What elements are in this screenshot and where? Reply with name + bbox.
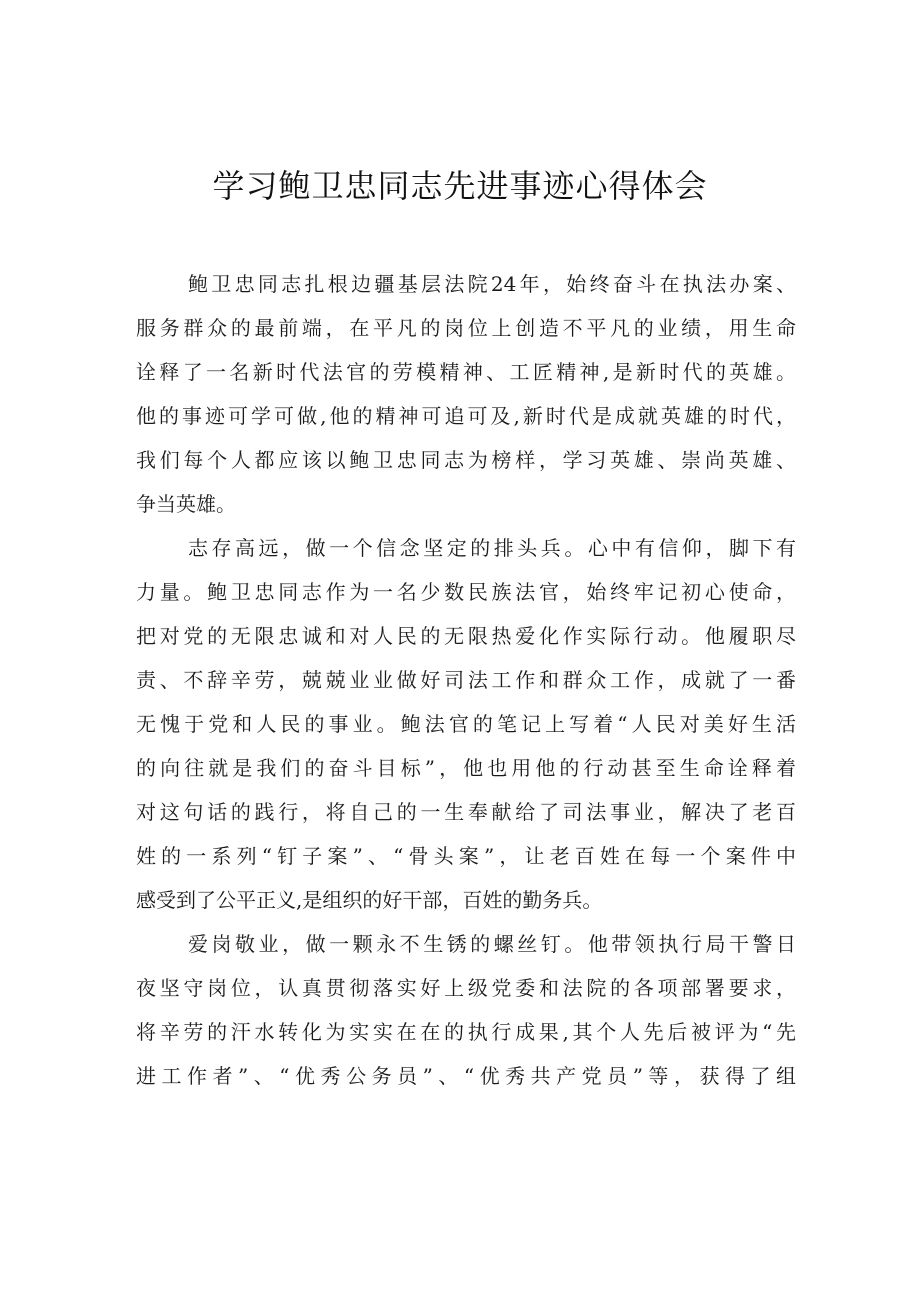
paragraph-line: 夜坚守岗位，认真贯彻落实好上级党委和法院的各项部署要求， bbox=[136, 976, 796, 1000]
paragraph-line: 进工作者”、“优秀公务员”、“优秀共产党员”等，获得了组 bbox=[136, 1064, 796, 1088]
paragraph-line: 对这句话的践行，将自己的一生奉献给了司法事业，解决了老百 bbox=[136, 800, 796, 824]
paragraph-line: 鲍卫忠同志扎根边疆基层法院24年，始终奋斗在执法办案、 bbox=[188, 272, 796, 296]
paragraph-line: 力量。鲍卫忠同志作为一名少数民族法官，始终牢记初心使命， bbox=[136, 580, 796, 604]
paragraph-line: 争当英雄。 bbox=[136, 492, 236, 516]
paragraph bbox=[136, 922, 796, 1098]
paragraph-line: 无愧于党和人民的事业。鲍法官的笔记上写着“人民对美好生活 bbox=[136, 712, 796, 736]
paragraph bbox=[136, 526, 796, 922]
paragraph-line: 我们每个人都应该以鲍卫忠同志为榜样，学习英雄、崇尚英雄、 bbox=[136, 448, 796, 472]
paragraph-line: 诠释了一名新时代法官的劳模精神、工匠精神,是新时代的英雄。 bbox=[136, 360, 796, 384]
paragraph-line: 感受到了公平正义,是组织的好干部，百姓的勤务兵。 bbox=[136, 888, 603, 912]
paragraph-line: 姓的一系列“钉子案”、“骨头案”，让老百姓在每一个案件中 bbox=[136, 844, 796, 868]
paragraph-line: 服务群众的最前端，在平凡的岗位上创造不平凡的业绩，用生命 bbox=[136, 316, 796, 340]
document-body bbox=[136, 262, 796, 1098]
paragraph bbox=[136, 262, 796, 526]
paragraph-line: 将辛劳的汗水转化为实实在在的执行成果,其个人先后被评为“先 bbox=[136, 1020, 796, 1044]
paragraph-line: 的向往就是我们的奋斗目标”，他也用他的行动甚至生命诠释着 bbox=[136, 756, 796, 780]
paragraph-line: 责、不辞辛劳，兢兢业业做好司法工作和群众工作，成就了一番 bbox=[136, 668, 796, 692]
document-title: 学习鲍卫忠同志先进事迹心得体会 bbox=[212, 167, 708, 205]
paragraph-line: 志存高远，做一个信念坚定的排头兵。心中有信仰，脚下有 bbox=[188, 536, 796, 560]
paragraph-line: 他的事迹可学可做,他的精神可追可及,新时代是成就英雄的时代， bbox=[136, 404, 796, 428]
paragraph-line: 爱岗敬业，做一颗永不生锈的螺丝钉。他带领执行局干警日 bbox=[188, 932, 796, 956]
paragraph-line: 把对党的无限忠诚和对人民的无限热爱化作实际行动。他履职尽 bbox=[136, 624, 796, 648]
